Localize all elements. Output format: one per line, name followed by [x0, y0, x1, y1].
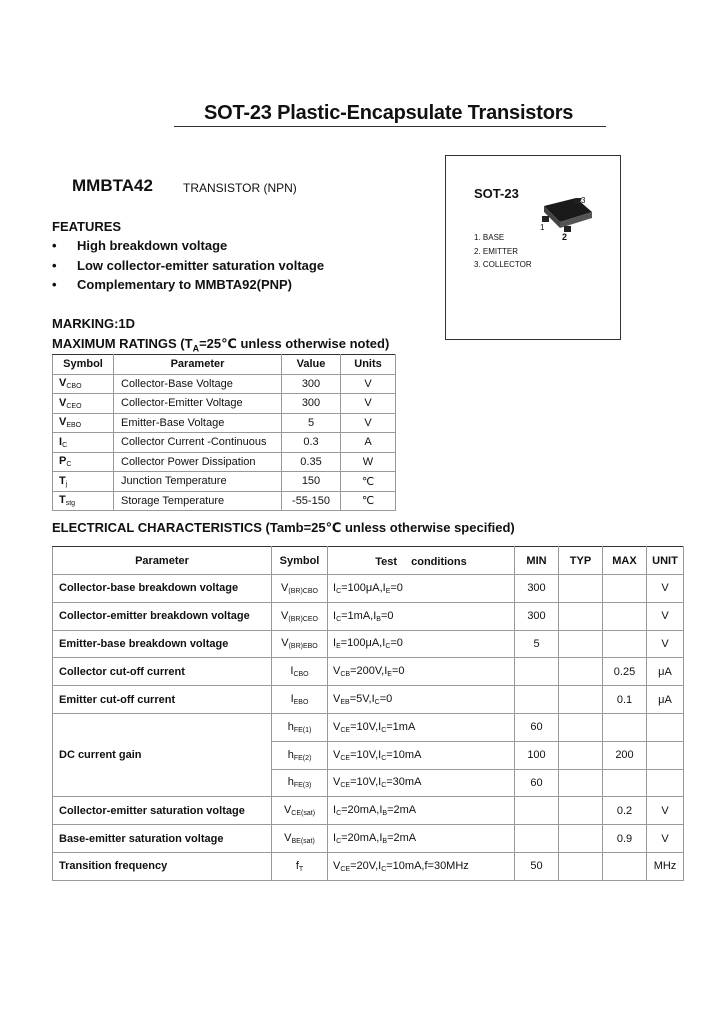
- value-cell: 150: [282, 472, 341, 492]
- part-type: TRANSISTOR (NPN): [183, 181, 297, 195]
- feature-item: • Complementary to MMBTA92(PNP): [52, 277, 293, 292]
- table-row: [53, 452, 396, 472]
- max-ratings-table: [52, 354, 396, 511]
- condition-cell: $I_C=20mA,I_B=2mA$: [328, 797, 515, 825]
- condition-cell: $I_C=1mA,I_B=0$: [328, 602, 515, 630]
- unit-cell: MHz: [647, 852, 684, 880]
- max-cell: 0.9: [603, 825, 647, 853]
- max-cell: [603, 602, 647, 630]
- bullet-icon: •: [52, 277, 57, 292]
- table-row: [53, 825, 684, 853]
- pin-list: [474, 233, 532, 274]
- column-header: Symbol: [272, 547, 328, 575]
- bullet-icon: •: [52, 238, 57, 253]
- table-row: [53, 491, 396, 511]
- table-row: [53, 575, 684, 603]
- electrical-table: [52, 546, 684, 881]
- pin-2-label: 2: [562, 232, 568, 242]
- typ-cell: [559, 713, 603, 741]
- min-cell: [515, 825, 559, 853]
- unit-cell: ℃: [341, 472, 396, 492]
- table-row: [53, 658, 684, 686]
- features-heading: FEATURES: [52, 219, 122, 234]
- pin-item: 1. BASE: [474, 233, 505, 242]
- parameter-cell: Collector-Emitter Voltage: [114, 394, 282, 414]
- symbol-cell: $I_{CBO}$: [272, 658, 328, 686]
- value-cell: 300: [282, 374, 341, 394]
- parameter-cell: Collector-base breakdown voltage: [53, 575, 272, 603]
- table-row: [53, 602, 684, 630]
- marking-code: MARKING:1D: [52, 316, 136, 331]
- symbol-cell: $h_{FE(2)}$: [272, 741, 328, 769]
- column-header: UNIT: [647, 547, 684, 575]
- value-cell: 0.3: [282, 433, 341, 453]
- feature-item: • High breakdown voltage: [52, 238, 228, 253]
- unit-cell: [647, 741, 684, 769]
- symbol-cell: $V_{BE(sat)}$: [272, 825, 328, 853]
- typ-cell: [559, 797, 603, 825]
- typ-cell: [559, 686, 603, 714]
- max-cell: [603, 713, 647, 741]
- condition-cell: $V_{CB}=200V,I_E=0$: [328, 658, 515, 686]
- column-header: Parameter: [53, 547, 272, 575]
- parameter-cell: Storage Temperature: [114, 491, 282, 511]
- value-cell: 5: [282, 413, 341, 433]
- max-cell: [603, 575, 647, 603]
- electrical-heading: ELECTRICAL CHARACTERISTICS (Tamb=25℃ unless otherwise specified): [52, 520, 515, 535]
- column-header: Test conditions: [328, 547, 515, 575]
- symbol-cell: $I_C$: [53, 433, 114, 453]
- unit-cell: V: [341, 374, 396, 394]
- unit-cell: V: [647, 575, 684, 603]
- table-header-row: [53, 547, 684, 575]
- parameter-cell: Collector Power Dissipation: [114, 452, 282, 472]
- table-row: [53, 797, 684, 825]
- part-number: MMBTA42: [72, 176, 153, 195]
- value-cell: 0.35: [282, 452, 341, 472]
- unit-cell: ℃: [341, 491, 396, 511]
- parameter-cell: Collector-Base Voltage: [114, 374, 282, 394]
- symbol-cell: $I_{EBO}$: [272, 686, 328, 714]
- pin-item: 2. EMITTER: [474, 246, 519, 256]
- parameter-cell: Junction Temperature: [114, 472, 282, 492]
- parameter-cell: Emitter-Base Voltage: [114, 413, 282, 433]
- table-row: [53, 433, 396, 453]
- typ-cell: [559, 630, 603, 658]
- table-row: [53, 472, 396, 492]
- max-cell: 200: [603, 741, 647, 769]
- parameter-cell: Collector Current -Continuous: [114, 433, 282, 453]
- parameter-cell: DC current gain: [53, 713, 272, 796]
- feature-item: • Low collector-emitter saturation voltage: [52, 257, 325, 273]
- unit-cell: [647, 713, 684, 741]
- unit-cell: μA: [647, 658, 684, 686]
- column-header: MIN: [515, 547, 559, 575]
- title-underline: [174, 126, 606, 127]
- table-row: [53, 374, 396, 394]
- min-cell: 5: [515, 630, 559, 658]
- page-title: SOT-23 Plastic-Encapsulate Transistors: [204, 102, 574, 124]
- min-cell: 100: [515, 741, 559, 769]
- symbol-cell: $T_j$: [53, 472, 114, 492]
- column-header: Parameter: [114, 355, 282, 375]
- min-cell: 300: [515, 602, 559, 630]
- unit-cell: V: [647, 602, 684, 630]
- symbol-cell: $V_{EBO}$: [53, 413, 114, 433]
- min-cell: [515, 686, 559, 714]
- pin-item: 3. COLLECTOR: [474, 260, 532, 269]
- symbol-cell: $T_{stg}$: [53, 491, 114, 511]
- condition-cell: $I_C=20mA,I_B=2mA$: [328, 825, 515, 853]
- column-header: MAX: [603, 547, 647, 575]
- max-cell: [603, 769, 647, 797]
- min-cell: [515, 797, 559, 825]
- table-row: [53, 413, 396, 433]
- symbol-cell: $V_{CEO}$: [53, 394, 114, 414]
- value-cell: -55-150: [282, 491, 341, 511]
- typ-cell: [559, 575, 603, 603]
- column-header: Value: [282, 355, 341, 375]
- max-cell: [603, 630, 647, 658]
- unit-cell: W: [341, 452, 396, 472]
- max-cell: [603, 852, 647, 880]
- max-cell: 0.25: [603, 658, 647, 686]
- unit-cell: V: [341, 394, 396, 414]
- symbol-cell: $V_{CBO}$: [53, 374, 114, 394]
- max-cell: 0.2: [603, 797, 647, 825]
- package-name: SOT-23: [474, 186, 519, 201]
- column-header: TYP: [559, 547, 603, 575]
- condition-cell: $V_{CE}=10V,I_C=30mA$: [328, 769, 515, 797]
- max-cell: 0.1: [603, 686, 647, 714]
- bullet-icon: •: [52, 257, 57, 273]
- parameter-cell: Emitter cut-off current: [53, 686, 272, 714]
- parameter-cell: Collector-emitter saturation voltage: [53, 797, 272, 825]
- symbol-cell: $P_C$: [53, 452, 114, 472]
- symbol-cell: $V_{(BR)CEO}$: [272, 602, 328, 630]
- sot23-package-icon: [530, 192, 600, 244]
- parameter-cell: Emitter-base breakdown voltage: [53, 630, 272, 658]
- table-row: [53, 630, 684, 658]
- value-cell: 300: [282, 394, 341, 414]
- typ-cell: [559, 825, 603, 853]
- symbol-cell: $V_{(BR)CBO}$: [272, 575, 328, 603]
- min-cell: 50: [515, 852, 559, 880]
- min-cell: 60: [515, 713, 559, 741]
- condition-cell: $V_{CE}=10V,I_C=10mA$: [328, 741, 515, 769]
- parameter-cell: Collector cut-off current: [53, 658, 272, 686]
- unit-cell: V: [647, 630, 684, 658]
- unit-cell: V: [647, 797, 684, 825]
- table-row: [53, 394, 396, 414]
- condition-cell: $V_{EB}=5V,I_C=0$: [328, 686, 515, 714]
- features-list: [52, 239, 324, 298]
- typ-cell: [559, 769, 603, 797]
- parameter-cell: Collector-emitter breakdown voltage: [53, 602, 272, 630]
- pin-3-label: 3: [581, 196, 586, 205]
- column-header: Units: [341, 355, 396, 375]
- table-header-row: [53, 355, 396, 375]
- min-cell: 300: [515, 575, 559, 603]
- max-ratings-heading: MAXIMUM RATINGS ($T_A=25℃$ unless otherwise noted): [52, 336, 390, 354]
- table-row: [53, 713, 684, 741]
- symbol-cell: $f_T$: [272, 852, 328, 880]
- min-cell: [515, 658, 559, 686]
- package-box: [445, 155, 621, 340]
- typ-cell: [559, 602, 603, 630]
- symbol-cell: $h_{FE(1)}$: [272, 713, 328, 741]
- column-header: Symbol: [53, 355, 114, 375]
- unit-cell: [647, 769, 684, 797]
- symbol-cell: $V_{CE(sat)}$: [272, 797, 328, 825]
- unit-cell: V: [647, 825, 684, 853]
- unit-cell: μA: [647, 686, 684, 714]
- parameter-cell: Base-emitter saturation voltage: [53, 825, 272, 853]
- symbol-cell: $h_{FE(3)}$: [272, 769, 328, 797]
- min-cell: 60: [515, 769, 559, 797]
- typ-cell: [559, 658, 603, 686]
- condition-cell: $V_{CE}=20V,I_C=10mA,f=30MHz$: [328, 852, 515, 880]
- condition-cell: $I_C=100\mu A,I_E=0$: [328, 575, 515, 603]
- table-row: [53, 852, 684, 880]
- typ-cell: [559, 852, 603, 880]
- unit-cell: A: [341, 433, 396, 453]
- typ-cell: [559, 741, 603, 769]
- unit-cell: V: [341, 413, 396, 433]
- condition-cell: $I_E=100\mu A,I_C=0$: [328, 630, 515, 658]
- condition-cell: $V_{CE}=10V,I_C=1mA$: [328, 713, 515, 741]
- symbol-cell: $V_{(BR)EBO}$: [272, 630, 328, 658]
- pin-1-label: 1: [540, 223, 545, 232]
- parameter-cell: Transition frequency: [53, 852, 272, 880]
- table-row: [53, 686, 684, 714]
